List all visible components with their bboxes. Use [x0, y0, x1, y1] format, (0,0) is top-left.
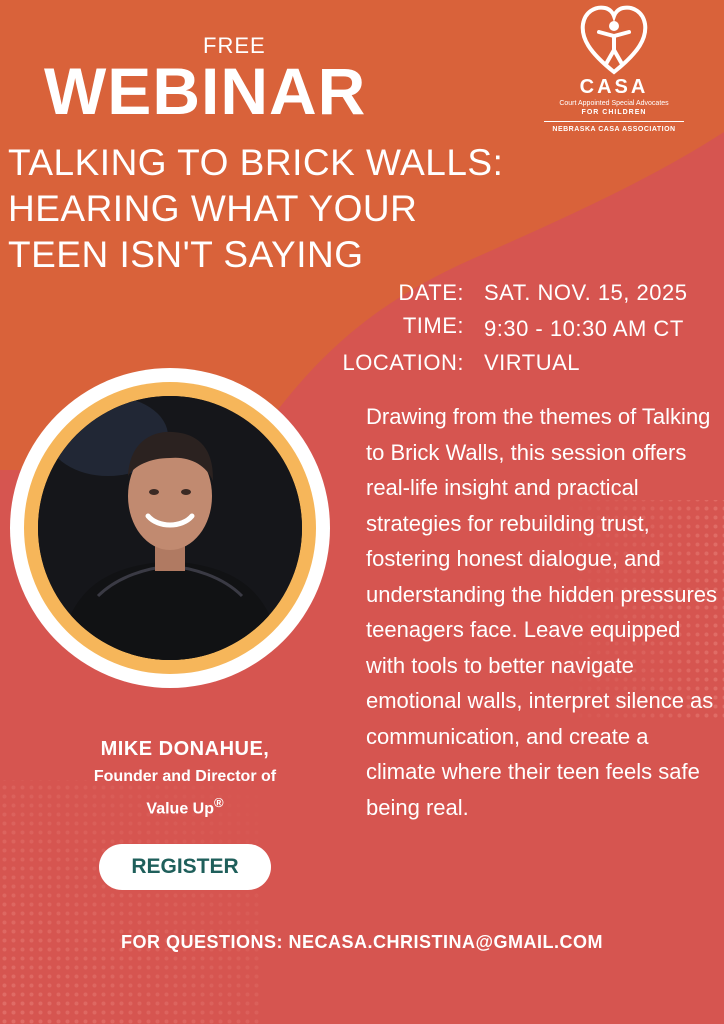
logo-association: NEBRASKA CASA ASSOCIATION	[552, 126, 676, 133]
speaker-photo	[38, 396, 302, 660]
registered-mark: ®	[213, 795, 224, 810]
location-label: LOCATION:	[342, 350, 464, 375]
speaker-info	[40, 738, 330, 822]
logo-tagline: Court Appointed Special Advocates	[559, 100, 669, 107]
time-value: 9:30 - 10:30 AM CT	[484, 316, 684, 341]
photo-ring	[24, 382, 316, 674]
speaker-photo-frame	[10, 368, 330, 688]
speaker-portrait-icon	[38, 396, 302, 660]
session-description: Drawing from the themes of Talking to Brick Walls, this session offers real-life insight and practical strategies for rebuilding trust, fostering honest dialogue, and understanding the hidden pressures teenagers face. Leave equipped with tools to better navigate emotional walls, interpret silence as communication, and create a climate where their teen feels safe being real.	[366, 404, 718, 820]
free-label: FREE	[203, 33, 266, 58]
location-value: VIRTUAL	[484, 350, 581, 375]
date-label: DATE:	[398, 280, 464, 305]
logo-divider	[544, 121, 684, 122]
speaker-name: MIKE DONAHUE,	[100, 738, 270, 760]
date-value: SAT. NOV. 15, 2025	[484, 280, 688, 305]
time-label: TIME:	[402, 313, 464, 338]
casa-heart-logo-icon	[579, 2, 649, 76]
webinar-title	[8, 140, 608, 278]
logo-tagline-2: FOR CHILDREN	[581, 109, 647, 116]
title-line: HEARING WHAT YOUR	[8, 188, 418, 229]
speaker-role-line: Founder and Director of	[93, 768, 277, 785]
speaker-company: Value Up	[146, 800, 214, 818]
logo-name: CASA	[579, 76, 649, 98]
casa-logo	[534, 2, 694, 140]
register-button[interactable]: REGISTER	[99, 844, 271, 890]
title-line: TALKING TO BRICK WALLS:	[8, 142, 504, 183]
speaker-role-line	[40, 790, 330, 822]
webinar-heading: WEBINAR	[44, 54, 367, 128]
speaker-role	[40, 764, 330, 822]
title-line: TEEN ISN'T SAYING	[8, 234, 364, 275]
contact-questions: FOR QUESTIONS: NECASA.CHRISTINA@GMAIL.COM	[120, 932, 604, 952]
